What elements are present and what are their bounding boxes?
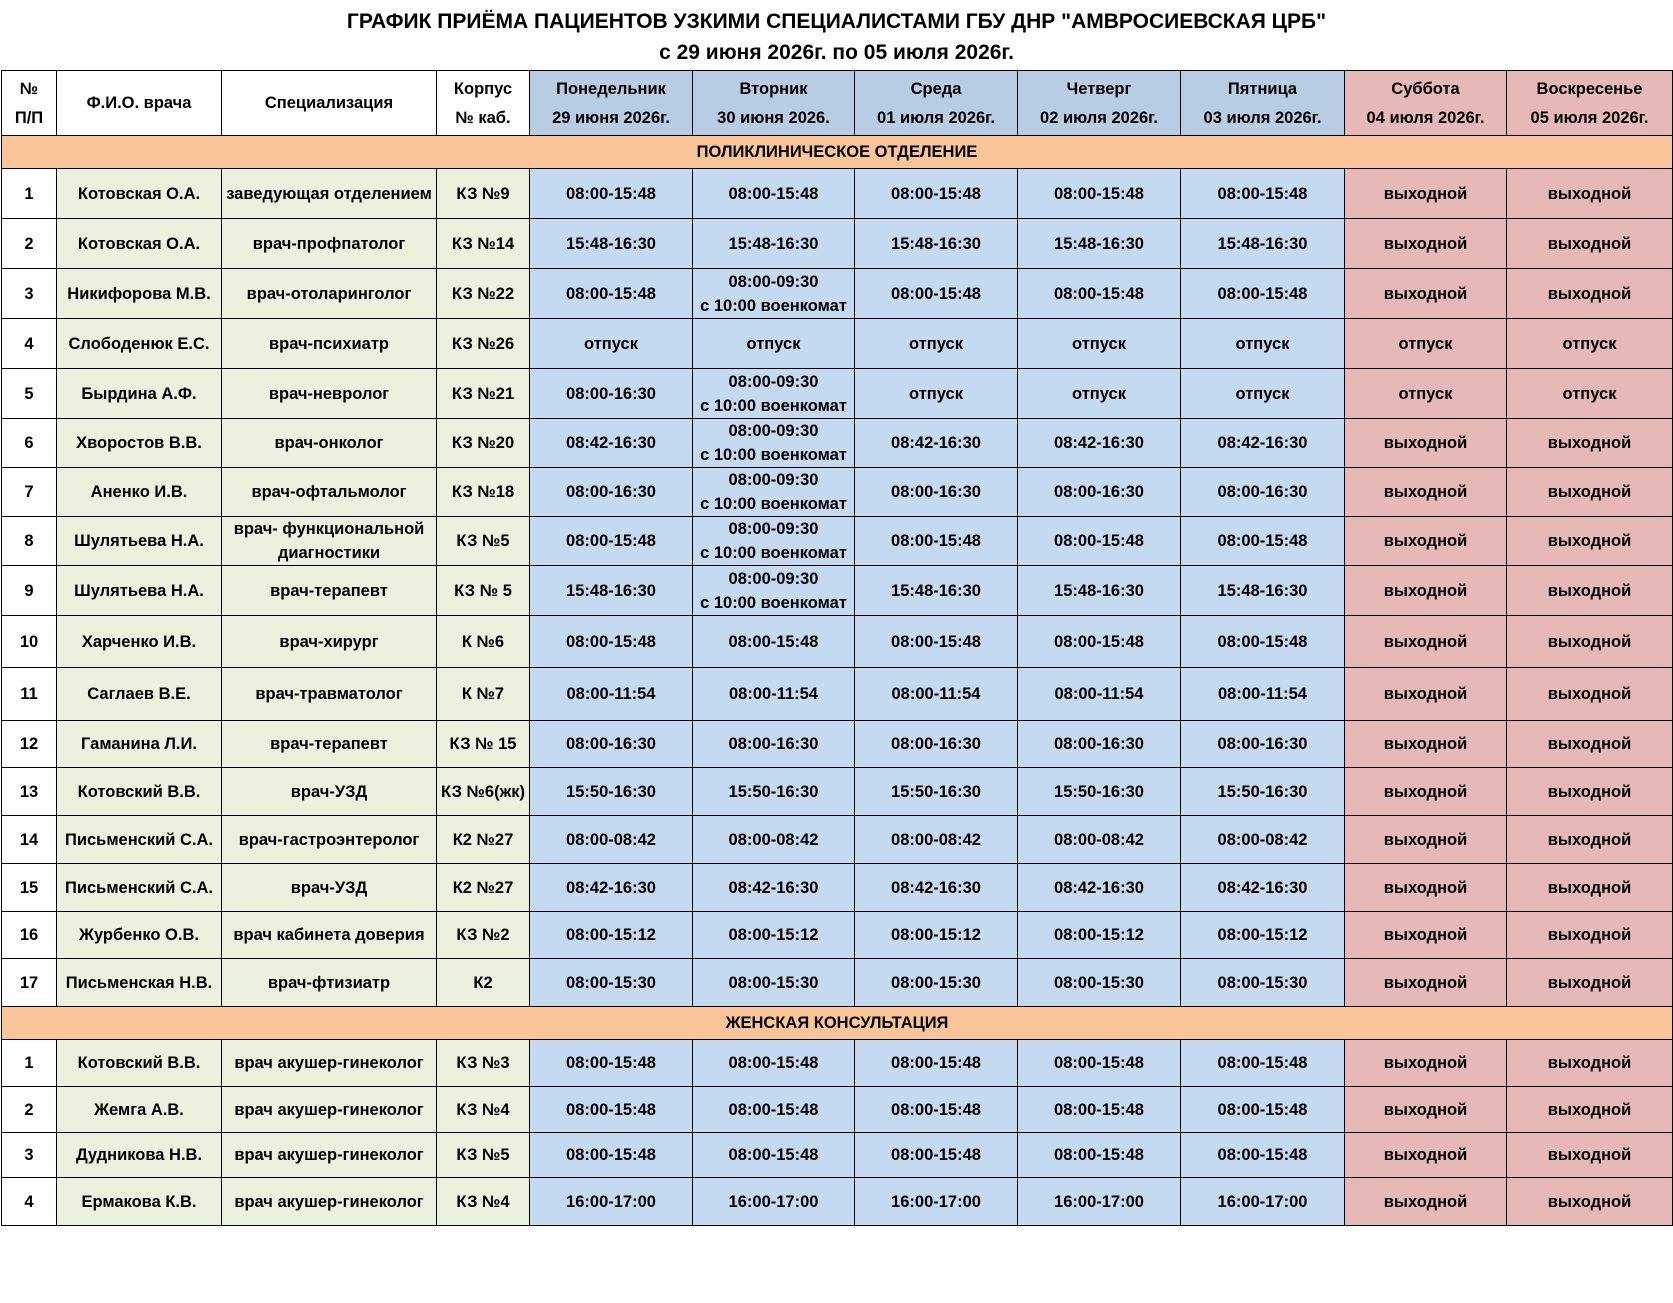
section-row (2, 1007, 1673, 1040)
room-number: КЗ №9 (437, 169, 530, 219)
schedule-cell-thu: 08:00-15:48 (1018, 517, 1181, 566)
schedule-cell-tue: 16:00-17:00 (693, 1178, 855, 1226)
row-number: 10 (2, 616, 57, 668)
row-number: 3 (2, 1133, 57, 1178)
row-number: 13 (2, 768, 57, 816)
schedule-cell-thu: 08:00-15:48 (1018, 1087, 1181, 1133)
schedule-cell-tue: 08:00-15:48 (693, 1040, 855, 1087)
specialization: врач кабинета доверия (222, 912, 437, 959)
schedule-cell-sun: выходной (1507, 468, 1673, 517)
doctor-name: Журбенко О.В. (57, 912, 222, 959)
schedule-cell-fri: 15:48-16:30 (1181, 566, 1345, 616)
specialization: врач-невролог (222, 369, 437, 419)
section-title: ЖЕНСКАЯ КОНСУЛЬТАЦИЯ (2, 1007, 1673, 1040)
schedule-cell-mon: 08:00-15:48 (530, 269, 693, 319)
specialization: врач-хирург (222, 616, 437, 668)
schedule-cell-mon: 15:48-16:30 (530, 219, 693, 269)
schedule-cell-fri: 08:00-16:30 (1181, 468, 1345, 517)
schedule-cell-fri: 08:00-16:30 (1181, 721, 1345, 768)
schedule-note: с 10:00 военкомат (700, 544, 847, 562)
schedule-cell-fri: 08:00-15:48 (1181, 169, 1345, 219)
room-number: КЗ №4 (437, 1178, 530, 1226)
schedule-cell-fri: 08:00-11:54 (1181, 668, 1345, 721)
row-number: 2 (2, 219, 57, 269)
schedule-cell-mon: 08:00-16:30 (530, 369, 693, 419)
table-row (2, 768, 1673, 816)
schedule-cell-sun: выходной (1507, 419, 1673, 468)
schedule-note: с 10:00 военкомат (700, 593, 847, 612)
section-row (2, 136, 1673, 169)
doctor-name: Никифорова М.В. (57, 269, 222, 319)
schedule-cell-sun: выходной (1507, 668, 1673, 721)
room-number: КЗ №14 (437, 219, 530, 269)
table-row (2, 1133, 1673, 1178)
schedule-cell-sat: выходной (1345, 468, 1507, 517)
schedule-cell-tue (693, 468, 855, 517)
schedule-cell-sun: выходной (1507, 768, 1673, 816)
schedule-cell-tue: отпуск (693, 319, 855, 369)
schedule-cell-mon: 08:00-15:48 (530, 616, 693, 668)
schedule-cell-thu: 08:00-16:30 (1018, 468, 1181, 517)
table-row (2, 319, 1673, 369)
table-row (2, 219, 1673, 269)
schedule-cell-sat: выходной (1345, 219, 1507, 269)
schedule-cell-thu: 08:00-16:30 (1018, 721, 1181, 768)
schedule-cell-wed: 08:42-16:30 (855, 864, 1018, 912)
schedule-cell-wed: 08:00-11:54 (855, 668, 1018, 721)
row-number: 14 (2, 816, 57, 864)
schedule-cell-tue: 08:00-15:48 (693, 1087, 855, 1133)
room-number: КЗ №3 (437, 1040, 530, 1087)
header-day-sat: Суббота 04 июля 2026г. (1345, 71, 1507, 136)
specialization: врач-терапевт (222, 721, 437, 768)
specialization: врач-отоларинголог (222, 269, 437, 319)
schedule-cell-mon: 08:00-15:48 (530, 169, 693, 219)
schedule-cell-wed: 08:00-15:30 (855, 959, 1018, 1007)
room-number: К №7 (437, 668, 530, 721)
doctor-name: Харченко И.В. (57, 616, 222, 668)
doctor-name: Котовская О.А. (57, 169, 222, 219)
schedule-cell-mon: 15:50-16:30 (530, 768, 693, 816)
specialization: врач акушер-гинеколог (222, 1178, 437, 1226)
schedule-cell-sun: выходной (1507, 912, 1673, 959)
room-number: КЗ №5 (437, 1133, 530, 1178)
schedule-cell-thu: 08:00-08:42 (1018, 816, 1181, 864)
table-row (2, 816, 1673, 864)
row-number: 8 (2, 517, 57, 566)
schedule-cell-thu: 08:00-15:30 (1018, 959, 1181, 1007)
room-number: КЗ №5 (437, 517, 530, 566)
schedule-cell-tue (693, 269, 855, 319)
header-day-tue: Вторник 30 июня 2026. (693, 71, 855, 136)
schedule-cell-wed: 15:50-16:30 (855, 768, 1018, 816)
schedule-cell-sat: отпуск (1345, 319, 1507, 369)
table-row (2, 1087, 1673, 1133)
schedule-cell-tue (693, 566, 855, 616)
header-day-wed: Среда 01 июля 2026г. (855, 71, 1018, 136)
schedule-cell-fri: 15:50-16:30 (1181, 768, 1345, 816)
schedule-cell-thu: 15:48-16:30 (1018, 219, 1181, 269)
row-number: 1 (2, 1040, 57, 1087)
room-number: КЗ №20 (437, 419, 530, 468)
schedule-cell-tue: 08:00-15:48 (693, 169, 855, 219)
table-row (2, 1178, 1673, 1226)
table-row (2, 721, 1673, 768)
schedule-cell-sat: выходной (1345, 1040, 1507, 1087)
schedule-cell-thu: 08:00-15:48 (1018, 169, 1181, 219)
doctor-name: Гаманина Л.И. (57, 721, 222, 768)
table-row (2, 616, 1673, 668)
doctor-name: Бырдина А.Ф. (57, 369, 222, 419)
table-row (2, 1040, 1673, 1087)
header-day-mon: Понедельник 29 июня 2026г. (530, 71, 693, 136)
schedule-cell-tue: 08:00-16:30 (693, 721, 855, 768)
schedule-cell-sat: выходной (1345, 1133, 1507, 1178)
doctor-name: Дудникова Н.В. (57, 1133, 222, 1178)
schedule-cell-wed: 08:00-15:48 (855, 269, 1018, 319)
room-number: К2 (437, 959, 530, 1007)
schedule-cell-fri: 08:00-08:42 (1181, 816, 1345, 864)
row-number: 17 (2, 959, 57, 1007)
specialization: врач-терапевт (222, 566, 437, 616)
row-number: 4 (2, 1178, 57, 1226)
header-day-sun: Воскресенье 05 июля 2026г. (1507, 71, 1673, 136)
specialization: заведующая отделением (222, 169, 437, 219)
room-number: КЗ №2 (437, 912, 530, 959)
doctor-name: Котовский В.В. (57, 1040, 222, 1087)
schedule-cell-sat: выходной (1345, 616, 1507, 668)
specialization: врач-УЗД (222, 768, 437, 816)
table-row (2, 864, 1673, 912)
schedule-cell-fri: 15:48-16:30 (1181, 219, 1345, 269)
room-number: КЗ №6(жк) (437, 768, 530, 816)
specialization: врач-психиатр (222, 319, 437, 369)
schedule-cell-fri: 08:00-15:48 (1181, 517, 1345, 566)
schedule-cell-sat: выходной (1345, 169, 1507, 219)
schedule-cell-sun: выходной (1507, 721, 1673, 768)
room-number: КЗ №18 (437, 468, 530, 517)
room-number: К №6 (437, 616, 530, 668)
schedule-table (1, 70, 1673, 1226)
schedule-cell-sun: выходной (1507, 816, 1673, 864)
row-number: 11 (2, 668, 57, 721)
schedule-cell-fri: 08:00-15:48 (1181, 1040, 1345, 1087)
doctor-name: Хворостов В.В. (57, 419, 222, 468)
specialization: врач-травматолог (222, 668, 437, 721)
schedule-cell-mon: 08:00-15:48 (530, 517, 693, 566)
schedule-cell-mon: 08:00-15:12 (530, 912, 693, 959)
schedule-cell-fri: 16:00-17:00 (1181, 1178, 1345, 1226)
row-number: 3 (2, 269, 57, 319)
row-number: 16 (2, 912, 57, 959)
schedule-cell-wed: 08:00-15:48 (855, 1087, 1018, 1133)
schedule-cell-sun: отпуск (1507, 319, 1673, 369)
schedule-cell-fri: 08:00-15:12 (1181, 912, 1345, 959)
row-number: 6 (2, 419, 57, 468)
doctor-name: Жемга А.В. (57, 1087, 222, 1133)
specialization: врач-гастроэнтеролог (222, 816, 437, 864)
schedule-cell-mon: отпуск (530, 319, 693, 369)
schedule-cell-tue: 15:48-16:30 (693, 219, 855, 269)
table-row (2, 566, 1673, 616)
schedule-cell-sun: выходной (1507, 1178, 1673, 1226)
schedule-cell-sat: выходной (1345, 668, 1507, 721)
schedule-cell-wed: 16:00-17:00 (855, 1178, 1018, 1226)
schedule-cell-sat: отпуск (1345, 369, 1507, 419)
doctor-name: Слободенюк Е.С. (57, 319, 222, 369)
schedule-cell-fri: 08:42-16:30 (1181, 864, 1345, 912)
schedule-cell-thu: 15:50-16:30 (1018, 768, 1181, 816)
schedule-note: с 10:00 военкомат (700, 296, 847, 315)
schedule-cell-tue: 08:00-11:54 (693, 668, 855, 721)
specialization: врач акушер-гинеколог (222, 1087, 437, 1133)
doctor-name: Шулятьева Н.А. (57, 517, 222, 566)
schedule-time: 08:00-09:30 (728, 471, 819, 489)
row-number: 2 (2, 1087, 57, 1133)
schedule-cell-sun: выходной (1507, 1087, 1673, 1133)
specialization-line-2: диагностики (277, 544, 381, 562)
row-number: 12 (2, 721, 57, 768)
schedule-cell-tue: 08:00-08:42 (693, 816, 855, 864)
specialization: врач-профпатолог (222, 219, 437, 269)
room-number: КЗ №22 (437, 269, 530, 319)
header-num: № П/П (2, 71, 57, 136)
schedule-cell-sun: выходной (1507, 566, 1673, 616)
schedule-cell-mon: 08:00-16:30 (530, 468, 693, 517)
table-row (2, 419, 1673, 468)
schedule-cell-sun: отпуск (1507, 369, 1673, 419)
schedule-time: 08:00-09:30 (728, 272, 819, 291)
room-number: КЗ № 15 (437, 721, 530, 768)
schedule-cell-wed: 15:48-16:30 (855, 219, 1018, 269)
schedule-cell-tue: 08:42-16:30 (693, 864, 855, 912)
specialization: врач-фтизиатр (222, 959, 437, 1007)
title-block (0, 0, 1673, 70)
schedule-note: с 10:00 военкомат (700, 495, 847, 513)
doctor-name: Письменский С.А. (57, 816, 222, 864)
schedule-cell-sun: выходной (1507, 1040, 1673, 1087)
schedule-cell-sat: выходной (1345, 1087, 1507, 1133)
doctor-name: Котовский В.В. (57, 768, 222, 816)
schedule-cell-tue: 08:00-15:12 (693, 912, 855, 959)
schedule-cell-thu: 08:00-15:48 (1018, 1040, 1181, 1087)
schedule-cell-sat: выходной (1345, 517, 1507, 566)
title-line-1: ГРАФИК ПРИЁМА ПАЦИЕНТОВ УЗКИМИ СПЕЦИАЛИСТАМИ ГБУ ДНР "АМВРОСИЕВСКАЯ ЦРБ" (346, 10, 1327, 33)
specialization: врач акушер-гинеколог (222, 1040, 437, 1087)
header-fio: Ф.И.О. врача (57, 71, 222, 136)
table-row (2, 369, 1673, 419)
schedule-cell-wed: 08:00-15:48 (855, 616, 1018, 668)
schedule-cell-wed: 08:00-08:42 (855, 816, 1018, 864)
schedule-cell-mon: 08:00-15:48 (530, 1133, 693, 1178)
schedule-cell-tue: 08:00-15:30 (693, 959, 855, 1007)
row-number: 5 (2, 369, 57, 419)
schedule-cell-mon: 08:00-16:30 (530, 721, 693, 768)
row-number: 4 (2, 319, 57, 369)
schedule-cell-sun: выходной (1507, 616, 1673, 668)
header-room: Корпус № каб. (437, 71, 530, 136)
header-spec: Специализация (222, 71, 437, 136)
schedule-cell-sat: выходной (1345, 419, 1507, 468)
schedule-cell-fri: 08:00-15:48 (1181, 616, 1345, 668)
doctor-name: Шулятьева Н.А. (57, 566, 222, 616)
room-number: КЗ № 5 (437, 566, 530, 616)
schedule-cell-tue: 15:50-16:30 (693, 768, 855, 816)
schedule-cell-sat: выходной (1345, 566, 1507, 616)
schedule-cell-sat: выходной (1345, 959, 1507, 1007)
schedule-cell-sat: выходной (1345, 912, 1507, 959)
header-day-fri: Пятница 03 июля 2026г. (1181, 71, 1345, 136)
schedule-cell-sat: выходной (1345, 768, 1507, 816)
specialization: врач-УЗД (222, 864, 437, 912)
schedule-cell-wed: 15:48-16:30 (855, 566, 1018, 616)
doctor-name: Аненко И.В. (57, 468, 222, 517)
schedule-cell-fri: 08:42-16:30 (1181, 419, 1345, 468)
schedule-cell-sun: выходной (1507, 864, 1673, 912)
schedule-cell-mon: 08:00-08:42 (530, 816, 693, 864)
schedule-cell-thu: 08:00-15:12 (1018, 912, 1181, 959)
schedule-cell-sun: выходной (1507, 959, 1673, 1007)
table-row (2, 468, 1673, 517)
specialization-line-1: врач- функциональной (233, 520, 425, 538)
schedule-cell-wed: 08:42-16:30 (855, 419, 1018, 468)
schedule-cell-wed: отпуск (855, 319, 1018, 369)
room-number: КЗ №21 (437, 369, 530, 419)
doctor-name: Письменская Н.В. (57, 959, 222, 1007)
room-number: К2 №27 (437, 864, 530, 912)
table-row (2, 959, 1673, 1007)
schedule-cell-thu: 08:00-15:48 (1018, 1133, 1181, 1178)
header-row (2, 71, 1673, 136)
schedule-cell-tue (693, 517, 855, 566)
table-row (2, 517, 1673, 566)
doctor-name: Письменский С.А. (57, 864, 222, 912)
schedule-cell-thu: 08:00-15:48 (1018, 616, 1181, 668)
schedule-cell-wed: отпуск (855, 369, 1018, 419)
schedule-cell-thu: отпуск (1018, 319, 1181, 369)
schedule-cell-wed: 08:00-15:48 (855, 517, 1018, 566)
schedule-cell-sat: выходной (1345, 864, 1507, 912)
schedule-cell-wed: 08:00-15:48 (855, 1133, 1018, 1178)
row-number: 7 (2, 468, 57, 517)
row-number: 9 (2, 566, 57, 616)
schedule-cell-thu: отпуск (1018, 369, 1181, 419)
room-number: К2 №27 (437, 816, 530, 864)
schedule-cell-sat: выходной (1345, 721, 1507, 768)
schedule-cell-wed: 08:00-16:30 (855, 721, 1018, 768)
schedule-cell-tue (693, 419, 855, 468)
schedule-cell-sat: выходной (1345, 816, 1507, 864)
schedule-note: с 10:00 военкомат (700, 396, 847, 415)
schedule-cell-fri: 08:00-15:48 (1181, 1087, 1345, 1133)
schedule-cell-thu: 08:00-11:54 (1018, 668, 1181, 721)
row-number: 1 (2, 169, 57, 219)
schedule-cell-mon: 08:00-15:48 (530, 1040, 693, 1087)
schedule-cell-fri: 08:00-15:30 (1181, 959, 1345, 1007)
room-number: КЗ №4 (437, 1087, 530, 1133)
doctor-name: Саглаев В.Е. (57, 668, 222, 721)
room-number: КЗ №26 (437, 319, 530, 369)
schedule-cell-mon: 08:00-15:30 (530, 959, 693, 1007)
schedule-cell-sun: выходной (1507, 269, 1673, 319)
schedule-cell-fri: отпуск (1181, 319, 1345, 369)
schedule-cell-mon: 08:42-16:30 (530, 864, 693, 912)
schedule-note: с 10:00 военкомат (700, 446, 847, 464)
specialization (222, 517, 437, 566)
table-row (2, 668, 1673, 721)
schedule-cell-fri: 08:00-15:48 (1181, 269, 1345, 319)
schedule-cell-sun: выходной (1507, 169, 1673, 219)
schedule-time: 08:00-09:30 (728, 372, 819, 391)
doctor-name: Котовская О.А. (57, 219, 222, 269)
schedule-time: 08:00-09:30 (728, 569, 819, 588)
schedule-cell-tue: 08:00-15:48 (693, 616, 855, 668)
schedule-cell-tue (693, 369, 855, 419)
schedule-cell-sat: выходной (1345, 269, 1507, 319)
schedule-cell-thu: 15:48-16:30 (1018, 566, 1181, 616)
table-row (2, 169, 1673, 219)
specialization: врач-онколог (222, 419, 437, 468)
schedule-cell-mon: 08:00-15:48 (530, 1087, 693, 1133)
row-number: 15 (2, 864, 57, 912)
specialization: врач-офтальмолог (222, 468, 437, 517)
schedule-cell-wed: 08:00-15:48 (855, 1040, 1018, 1087)
schedule-cell-sun: выходной (1507, 1133, 1673, 1178)
table-row (2, 912, 1673, 959)
schedule-cell-wed: 08:00-15:48 (855, 169, 1018, 219)
specialization: врач акушер-гинеколог (222, 1133, 437, 1178)
schedule-cell-wed: 08:00-16:30 (855, 468, 1018, 517)
schedule-cell-tue: 08:00-15:48 (693, 1133, 855, 1178)
schedule-time: 08:00-09:30 (728, 422, 819, 440)
schedule-cell-fri: отпуск (1181, 369, 1345, 419)
schedule-cell-mon: 08:42-16:30 (530, 419, 693, 468)
schedule-cell-thu: 08:42-16:30 (1018, 864, 1181, 912)
header-day-thu: Четверг 02 июля 2026г. (1018, 71, 1181, 136)
schedule-cell-thu: 08:00-15:48 (1018, 269, 1181, 319)
schedule-cell-thu: 16:00-17:00 (1018, 1178, 1181, 1226)
schedule-cell-fri: 08:00-15:48 (1181, 1133, 1345, 1178)
title-line-2: с 29 июня 2026г. по 05 июля 2026г. (659, 41, 1014, 64)
schedule-cell-sun: выходной (1507, 219, 1673, 269)
schedule-time: 08:00-09:30 (728, 520, 819, 538)
table-row (2, 269, 1673, 319)
section-title: ПОЛИКЛИНИЧЕСКОЕ ОТДЕЛЕНИЕ (2, 136, 1673, 169)
schedule-cell-sat: выходной (1345, 1178, 1507, 1226)
schedule-cell-wed: 08:00-15:12 (855, 912, 1018, 959)
schedule-body (2, 71, 1673, 1226)
schedule-cell-mon: 08:00-11:54 (530, 668, 693, 721)
schedule-cell-sun: выходной (1507, 517, 1673, 566)
schedule-cell-thu: 08:42-16:30 (1018, 419, 1181, 468)
doctor-name: Ермакова К.В. (57, 1178, 222, 1226)
schedule-cell-mon: 16:00-17:00 (530, 1178, 693, 1226)
schedule-cell-mon: 15:48-16:30 (530, 566, 693, 616)
